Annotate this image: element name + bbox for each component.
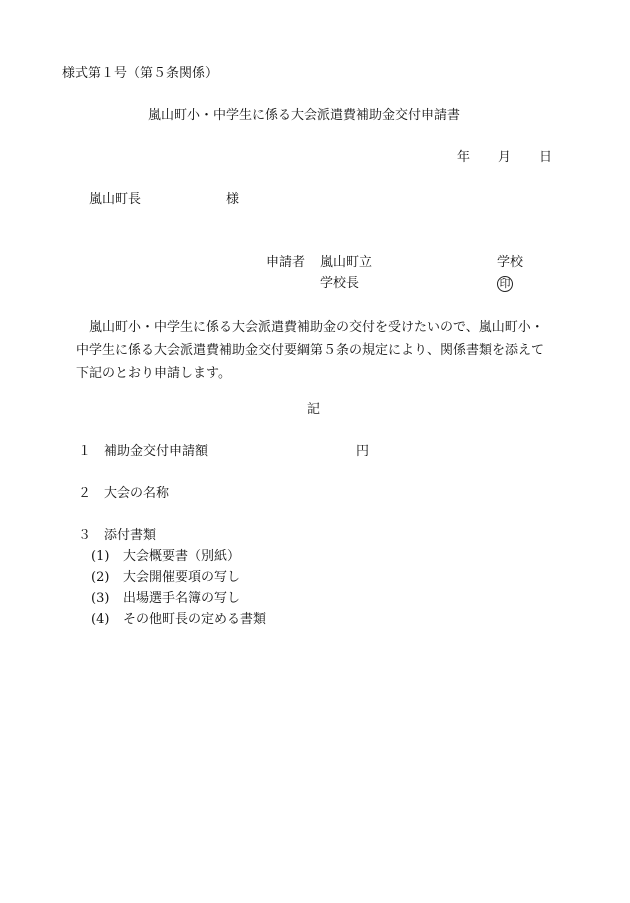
- item-2-label: 大会の名称: [104, 486, 170, 501]
- attachment-2-label: 大会開催要項の写し: [123, 570, 241, 585]
- body-line-2: 中学生に係る大会派遣費補助金交付要綱第５条の規定により、関係書類を添えて: [76, 343, 545, 358]
- ki-heading: 記: [307, 402, 321, 417]
- attachment-3-number: (3): [91, 591, 110, 606]
- date-year-label: 年: [457, 150, 471, 165]
- addressee-name: 嵐山町長: [89, 192, 142, 207]
- date-month-label: 月: [498, 150, 512, 165]
- body-paragraph: [76, 316, 572, 385]
- item-3-label: 添付書類: [104, 528, 157, 543]
- attachment-1-label: 大会概要書（別紙）: [123, 549, 241, 564]
- seal-mark: [497, 276, 513, 292]
- attachment-3-label: 出場選手名簿の写し: [123, 591, 241, 606]
- body-line-3: 下記のとおり申請します。: [76, 366, 231, 381]
- body-line-1: 嵐山町小・中学生に係る大会派遣費補助金の交付を受けたいので、嵐山町小・: [76, 320, 544, 335]
- attachment-2-number: (2): [91, 570, 110, 585]
- school-prefix: 嵐山町立: [320, 255, 373, 270]
- item-1-label: 補助金交付申請額: [104, 444, 209, 459]
- attachment-4-label: その他町長の定める書類: [123, 612, 267, 627]
- item-2-number: ２: [78, 486, 92, 501]
- item-1-unit: 円: [356, 444, 370, 459]
- document-title: 嵐山町小・中学生に係る大会派遣費補助金交付申請書: [148, 108, 461, 123]
- date-day-label: 日: [539, 150, 553, 165]
- applicant-label: 申請者: [266, 255, 306, 270]
- item-1-number: １: [78, 444, 92, 459]
- attachment-1-number: (1): [91, 549, 110, 564]
- principal-label: 学校長: [320, 276, 360, 291]
- item-3-number: ３: [78, 528, 92, 543]
- attachment-4-number: (4): [91, 612, 110, 627]
- addressee-honorific: 様: [226, 192, 240, 207]
- seal-mark-text: 印: [497, 276, 513, 292]
- school-suffix: 学校: [497, 255, 524, 270]
- form-number: 様式第１号（第５条関係）: [62, 66, 219, 81]
